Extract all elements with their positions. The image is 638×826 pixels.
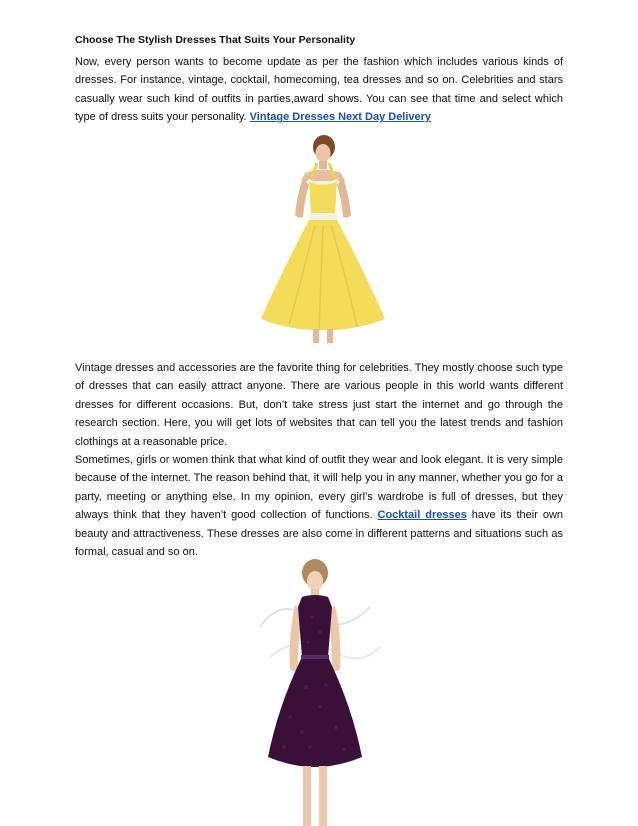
paragraph-intro	[75, 53, 563, 127]
paragraph-celebrities: Vintage dresses and accessories are the favorite thing for celebrities. They mostly choose such type of dresses that can easily attract anyone. There are various people in this world wants different dresses for different occasions. But, don’t take stress just start the internet and go through the research section. Here, you will get lots of websites that can tell you the latest trends and fashion clothings at a reasonable price.	[75, 362, 563, 448]
vintage-dresses-link[interactable]: Vintage Dresses Next Day Delivery	[249, 111, 432, 124]
yellow-dress-sash	[309, 213, 337, 221]
paragraph-outfits-text-b: have its their own beauty and attractiveness. These dresses are also come in different patterns and situations such as formal, casual and so on.	[75, 509, 564, 559]
paragraph-outfits	[75, 451, 563, 561]
yellow-dress-photo	[253, 133, 395, 345]
purple-dress-photo	[240, 557, 390, 826]
document-title: Choose The Stylish Dresses That Suits Your Personality	[75, 34, 356, 46]
paragraph-intro-text: Now, every person wants to become update as per the fashion which includes various kinds of dresses. For instance, vintage, cocktail, homecoming, tea dresses and so on. Celebrities and stars casually wear such kind of outfits in parties,award shows. You can see that time and select which type of dress suits your personality.	[75, 56, 563, 124]
paragraph-outfits-text-a: Sometimes, girls or women think that what kind of outfit they wear and look elegant. It is very simple because of the internet. The reason behind that, it will help you in any manner, whether you go for a party, meeting or anything else. In my opinion, every girl’s wardrobe is full of dresses, but they always think that they haven’t good collection of functions.	[75, 454, 563, 522]
cocktail-dresses-link[interactable]: Cocktail dresses	[377, 509, 467, 522]
purple-dress-bodice	[298, 595, 332, 657]
purple-dress-skirt	[268, 659, 362, 767]
